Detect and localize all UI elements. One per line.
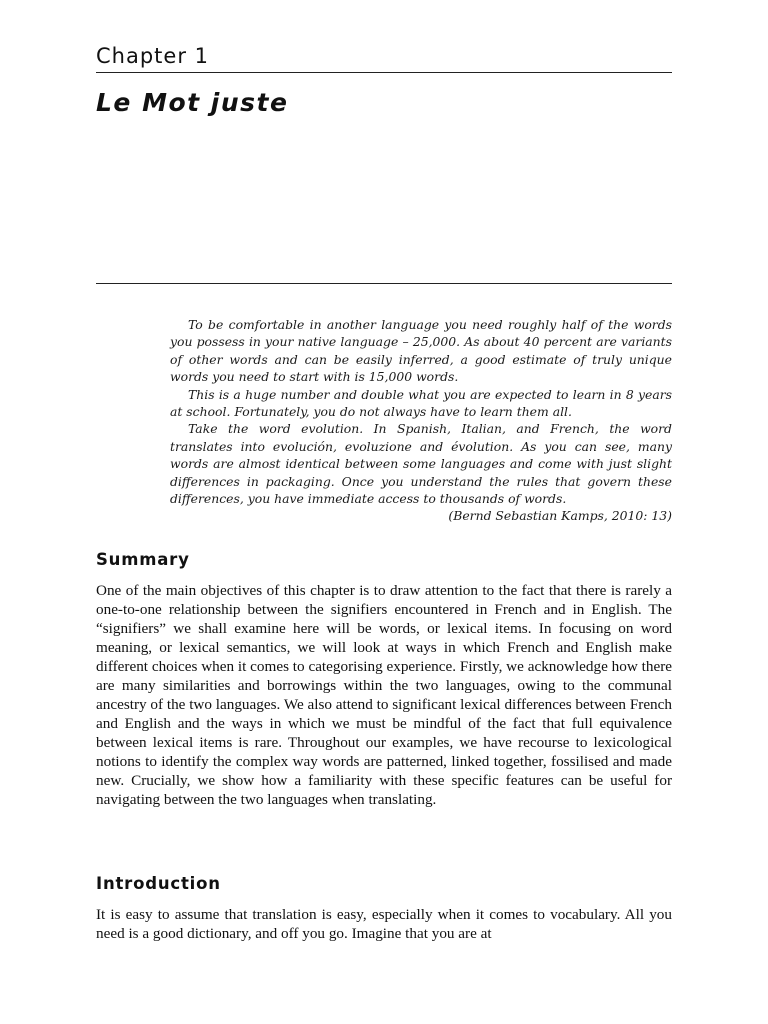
- epigraph-paragraph: This is a huge number and double what you are expected to learn in 8 years at school. Fortunately, you do not always have to learn them all.: [170, 386, 672, 420]
- introduction-heading: Introduction: [96, 874, 221, 893]
- summary-paragraph: One of the main objectives of this chapter is to draw attention to the fact that there is rarely a one-to-one relationship between the signifiers encountered in French and in English. The “signifiers” we shall examine here will be words, or lexical items. In focusing on word meaning, or lexical semantics, we will look at ways in which French and English make different choices when it comes to categorising experience. Firstly, we acknowledge how there are many similarities and borrowings within the two languages, owing to the communal ancestry of the two languages. We also attend to significant lexical differences between French and English and the ways in which we must be mindful of the fact that full equivalence between lexical items is rare. Throughout our examples, we have recourse to lexicological notions to identify the complex way words are patterned, linked together, fossilised and made new. Crucially, we show how a familiarity with these specific features can be useful for navigating between the two languages when translating.: [96, 582, 672, 808]
- epigraph: [170, 316, 672, 525]
- epigraph-paragraph: To be comfortable in another language you need roughly half of the words you possess in your native language – 25,000. As about 40 percent are variants of other words and can be easily inferred, a good estimate of truly unique words you need to start with is 15,000 words.: [170, 317, 672, 385]
- header-rule: [96, 72, 672, 73]
- introduction-paragraph: It is easy to assume that translation is easy, especially when it comes to vocabulary. All you need is a good dictionary, and off you go. Imagine that you are at: [96, 906, 672, 942]
- chapter-title: Le Mot juste: [96, 88, 289, 117]
- summary-heading: Summary: [96, 550, 190, 569]
- epigraph-attribution: (Bernd Sebastian Kamps, 2010: 13): [448, 508, 672, 524]
- introduction-body: [96, 905, 672, 943]
- chapter-label: Chapter 1: [96, 44, 209, 68]
- epigraph-paragraph: Take the word evolution. In Spanish, Italian, and French, the word translates into evolución, evoluzione and évolution. As you can see, many words are almost identical between some languages and come with just slight differences in packaging. Once you understand the rules that govern these differences, you have immediate access to thousands of words.: [170, 421, 672, 507]
- summary-body: [96, 581, 672, 809]
- title-block-rule: [96, 283, 672, 284]
